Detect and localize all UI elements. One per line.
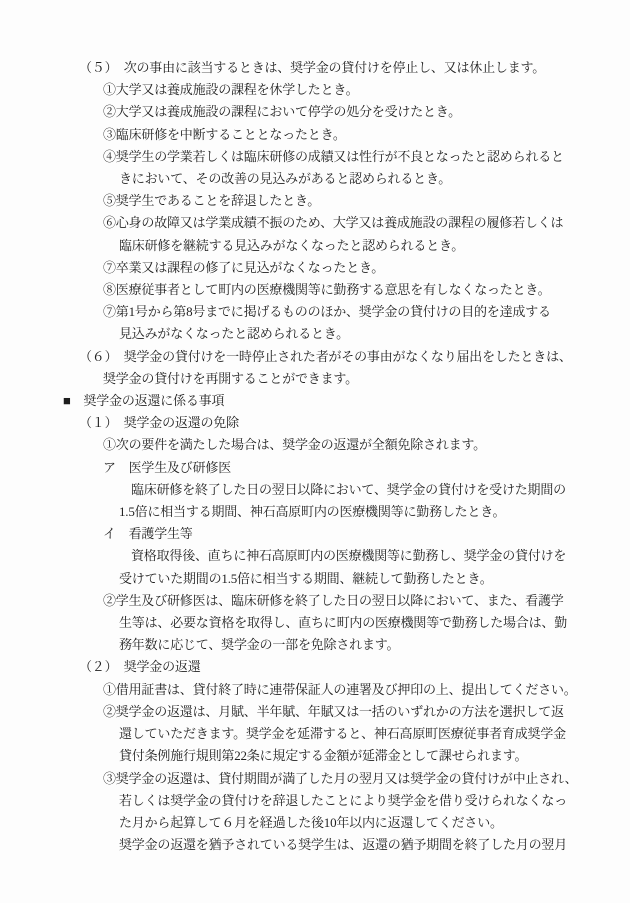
text-line: 1.5倍に相当する期間、神石高原町内の医療機関等に勤務したとき。 (119, 504, 506, 520)
text-line: ■ 奨学金の返還に係る事項 (63, 393, 225, 409)
text-line: ①借用証書は、貸付終了時に連帯保証人の連署及び押印の上、提出してください。 (103, 681, 577, 697)
text-line: （１） 奨学金の返還の免除 (79, 415, 239, 431)
text-line: （２） 奨学金の返還 (79, 659, 201, 675)
text-line: 奨学金の貸付けを再開することができます。 (103, 370, 358, 386)
text-line: ⑥心身の故障又は学業成績不振のため、大学又は養成施設の課程の履修若しくは (103, 215, 564, 231)
text-line: 生等は、必要な資格を取得し、直ちに町内の医療機関等で勤務した場合は、勤 (119, 615, 568, 631)
text-line: 奨学金の返還を猶予されている奨学生は、返還の猶予期間を終了した月の翌月 (119, 837, 568, 853)
document-body (0, 57, 630, 856)
text-line: ④奨学生の学業若しくは臨床研修の成績又は性行が不良となったと認められると (103, 148, 564, 164)
text-line: ③奨学金の返還は、貸付期間が満了した月の翌月又は奨学金の貸付けが中止され、 (103, 770, 578, 786)
text-line: ア 医学生及び研修医 (103, 459, 232, 475)
text-line: （５） 次の事由に該当するときは、奨学金の貸付けを停止し、又は休止します。 (79, 60, 546, 75)
text-line: 見込みがなくなったと認められるとき。 (119, 326, 349, 342)
text-line: 臨床研修を終了した日の翌日以降において、奨学金の貸付けを受けた期間の (131, 481, 566, 497)
text-line: 臨床研修を継続する見込みがなくなったと認められるとき。 (119, 237, 465, 253)
text-line: 還していただきます。奨学金を延滞すると、神石高原町医療従事者育成奨学金 (119, 726, 566, 742)
text-line: ⑦第1号から第8号までに掲げるもののほか、奨学金の貸付けの目的を達成する (103, 304, 551, 320)
text-line: イ 看護学生等 (103, 526, 193, 542)
text-line: ②奨学金の返還は、月賦、半年賦、年賦又は一括のいずれかの方法を選択して返 (103, 703, 564, 719)
text-line: ⑦卒業又は課程の修了に見込がなくなったとき。 (103, 259, 385, 275)
text-line: ⑤奨学生であることを辞退したとき。 (103, 193, 321, 209)
text-line: ③臨床研修を中断することとなったとき。 (103, 126, 346, 142)
text-line: 受けていた期間の1.5倍に相当する期間、継続して勤務したとき。 (119, 570, 493, 586)
text-line: 若しくは奨学金の貸付けを辞退したことにより奨学金を借り受けられなくなっ (119, 792, 568, 808)
text-line: 務年数に応じて、奨学金の一部を免除されます。 (119, 637, 400, 653)
text-line: （６） 奨学金の貸付けを一時停止された者がその事由がなくなり届出をしたときは、 (79, 348, 572, 364)
text-line: ①次の要件を満たした場合は、奨学金の返還が全額免除されます。 (103, 437, 486, 453)
text-line: た月から起算して６月を経過した後10年以内に返還してください。 (119, 814, 503, 830)
text-line: ②大学又は養成施設の課程において停学の処分を受けたとき。 (103, 104, 461, 120)
text-line: 資格取得後、直ちに神石高原町内の医療機関等に勤務し、奨学金の貸付けを (131, 548, 567, 564)
text-line: ②学生及び研修医は、臨床研修を終了した日の翌日以降において、また、看護学 (103, 592, 564, 608)
text-line: きにおいて、その改善の見込みがあると認められるとき。 (119, 171, 452, 187)
text-line: 貸付条例施行規則第22条に規定する金額が延滞金として課せられます。 (119, 748, 528, 764)
text-line: ①大学又は養成施設の課程を休学したとき。 (103, 82, 359, 98)
text-line: ⑧医療従事者として町内の医療機関等に勤務する意思を有しなくなったとき。 (103, 282, 551, 298)
